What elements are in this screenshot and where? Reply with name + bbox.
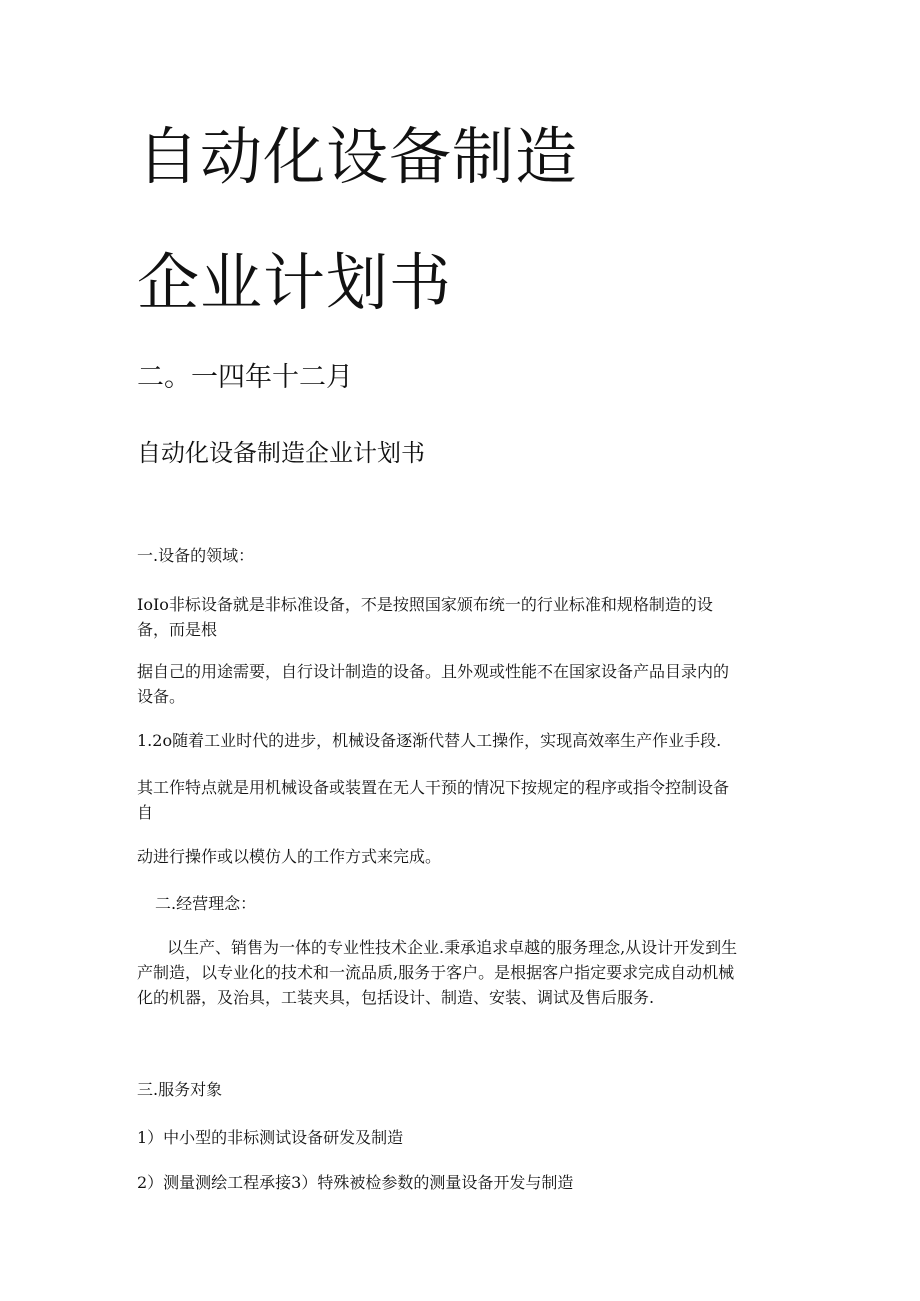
paragraph-line: 备，而是根	[137, 620, 218, 639]
section-1-paragraph-4	[137, 775, 777, 825]
cover-date: 二。一四年十二月	[137, 362, 353, 393]
paragraph-line: 以生产、销售为一体的专业性技术企业.秉承追求卓越的服务理念,从设计开发到生	[167, 938, 738, 957]
section-3-list-item-1: 1）中小型的非标测试设备研发及制造	[137, 1128, 404, 1147]
paragraph-line: 设备。	[137, 687, 186, 706]
section-1-paragraph-1	[137, 592, 777, 642]
paragraph-line: IoIo非标设备就是非标准设备，不是按照国家颁布统一的行业标准和规格制造的设	[137, 595, 713, 614]
section-1-heading: 一.设备的领域：	[137, 546, 255, 565]
section-3-heading: 三.服务对象	[137, 1080, 223, 1099]
paragraph-line: 据自己的用途需要，自行设计制造的设备。且外观或性能不在国家设备产品目录内的	[137, 662, 730, 681]
paragraph-line: 产制造，以专业化的技术和一流品质,服务于客户。是根据客户指定要求完成自动机械	[137, 963, 735, 982]
section-2-heading: 二.经营理念：	[155, 894, 257, 913]
paragraph-line: 自	[137, 803, 154, 822]
section-3-list-item-2: 2）测量测绘工程承接3）特殊被检参数的测量设备开发与制造	[137, 1173, 574, 1192]
section-2-paragraph-1	[137, 935, 797, 1010]
document-title: 自动化设备制造企业计划书	[137, 439, 425, 467]
cover-title-line-2: 企业计划书	[137, 246, 453, 319]
section-1-paragraph-5: 动进行操作或以模仿人的工作方式来完成。	[137, 847, 442, 866]
section-1-paragraph-2	[137, 659, 777, 709]
paragraph-line: 化的机器，及治具，工装夹具，包括设计、制造、安装、调试及售后服务.	[137, 988, 655, 1007]
cover-title-line-1: 自动化设备制造	[137, 120, 579, 193]
paragraph-line: 其工作特点就是用机械设备或装置在无人干预的情况下按规定的程序或指令控制设备	[137, 778, 730, 797]
section-1-paragraph-3: 1.2o随着工业时代的进步，机械设备逐渐代替人工操作，实现高效率生产作业手段.	[137, 731, 722, 750]
